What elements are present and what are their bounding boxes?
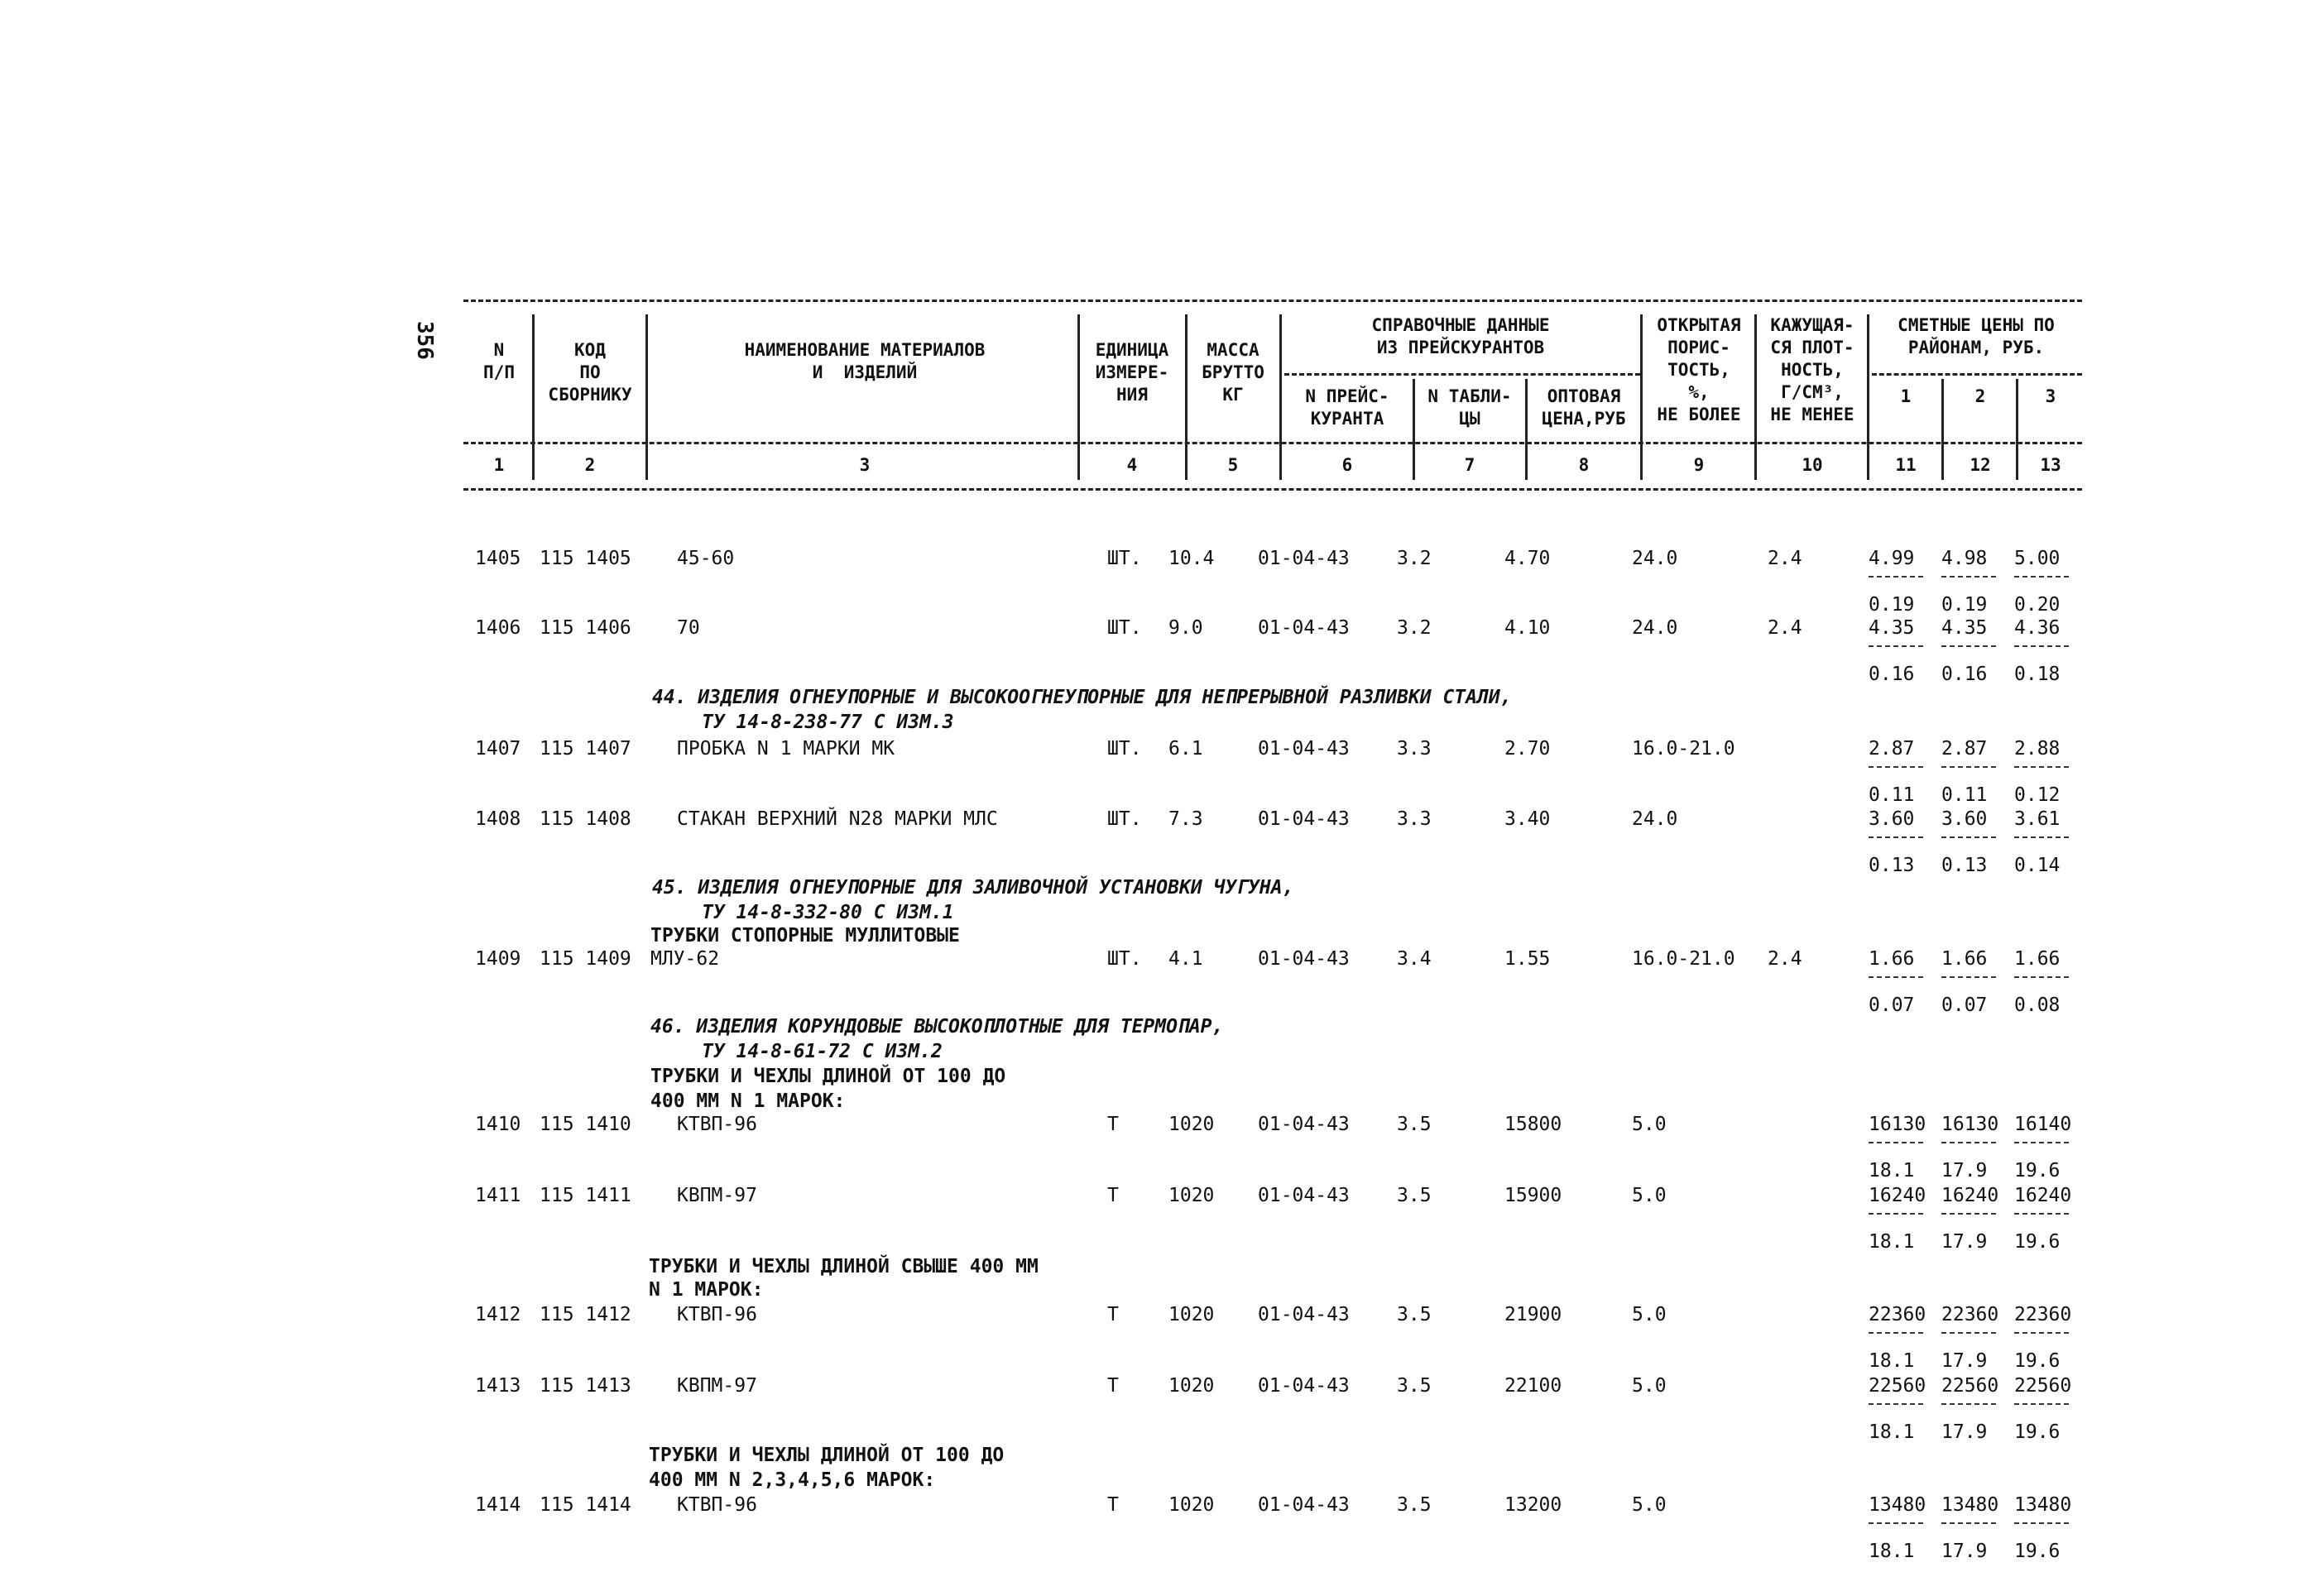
header-estimate-group: СМЕТНЫЕ ЦЕНЫ ПО РАЙОНАМ, РУБ. — [1898, 315, 2055, 357]
fraction-rule — [2014, 1332, 2069, 1334]
header-density: КАЖУЩАЯ- СЯ ПЛОТ- НОСТЬ, Г/СМ³, НЕ МЕНЕЕ — [1770, 315, 1854, 424]
region1-price: 22360 — [1869, 1304, 1926, 1325]
region1-price: 16130 — [1869, 1114, 1926, 1135]
header-bottom-rule — [463, 488, 2082, 491]
density-cell: 2.4 — [1768, 548, 1802, 569]
wholesale-price: 21900 — [1504, 1304, 1562, 1325]
row-number: 1409 — [475, 948, 521, 970]
fraction-rule — [1941, 1213, 1996, 1215]
region1-price: 4.35 — [1869, 617, 1915, 639]
table-cell: 3.5 — [1397, 1185, 1432, 1206]
col-number: 4 — [1126, 455, 1138, 475]
table-cell: 3.5 — [1397, 1304, 1432, 1325]
header-separator — [1640, 314, 1643, 480]
region3-denominator: 0.12 — [2014, 784, 2061, 806]
price-list-cell: 01-04-43 — [1258, 548, 1350, 569]
section-44-spec: ТУ 14-8-238-77 С ИЗМ.3 — [702, 712, 954, 733]
header-mass: МАССА БРУТТО КГ — [1202, 340, 1264, 405]
ref-group-rule — [1284, 373, 1640, 376]
header-separator — [1867, 314, 1869, 480]
row-number: 1411 — [475, 1185, 521, 1206]
region2-denominator: 17.9 — [1941, 1231, 1988, 1253]
collection-code: 115 1408 — [540, 808, 631, 830]
row-number: 1405 — [475, 548, 521, 569]
mass-cell: 1020 — [1168, 1185, 1215, 1206]
collection-code: 115 1411 — [540, 1185, 631, 1206]
region2-denominator: 17.9 — [1941, 1350, 1988, 1372]
col-number: 7 — [1464, 455, 1475, 475]
porosity-cell: 5.0 — [1632, 1114, 1667, 1135]
wholesale-price: 4.70 — [1504, 548, 1551, 569]
header-unit: ЕДИНИЦА ИЗМЕРЕ- НИЯ — [1095, 340, 1169, 405]
price-list-cell: 01-04-43 — [1258, 1114, 1350, 1135]
fraction-rule — [2014, 1142, 2069, 1143]
item-name: КТВП-96 — [677, 1114, 757, 1135]
group-label: ТРУБКИ И ЧЕХЛЫ ДЛИНОЙ СВЫШЕ 400 ММ — [649, 1256, 1039, 1277]
row-number: 1410 — [475, 1114, 521, 1135]
header-separator — [645, 314, 648, 480]
col-number: 6 — [1341, 455, 1353, 475]
collection-code: 115 1413 — [540, 1375, 631, 1397]
group-label: 400 ММ N 1 МАРОК: — [650, 1090, 846, 1112]
price-list-cell: 01-04-43 — [1258, 1304, 1350, 1325]
price-list-cell: 01-04-43 — [1258, 738, 1350, 760]
region2-denominator: 17.9 — [1941, 1541, 1988, 1562]
header-no: N П/П — [483, 340, 515, 382]
region3-denominator: 19.6 — [2014, 1160, 2061, 1181]
header-number-rule — [463, 442, 2082, 444]
section-46-title: 46. ИЗДЕЛИЯ КОРУНДОВЫЕ ВЫСОКОПЛОТНЫЕ ДЛЯ ТЕРМОПАР, — [650, 1016, 1224, 1038]
region3-denominator: 19.6 — [2014, 1231, 2061, 1253]
item-name: КВПМ-97 — [677, 1185, 757, 1206]
porosity-cell: 24.0 — [1632, 808, 1678, 830]
region3-price: 1.66 — [2014, 948, 2061, 970]
unit-cell: ШТ. — [1107, 738, 1142, 760]
table-cell: 3.2 — [1397, 617, 1432, 639]
wholesale-price: 22100 — [1504, 1375, 1562, 1397]
section-45-spec: ТУ 14-8-332-80 С ИЗМ.1 — [702, 902, 954, 923]
mass-cell: 1020 — [1168, 1375, 1215, 1397]
fraction-rule — [1941, 976, 1996, 978]
region3-denominator: 0.14 — [2014, 855, 2061, 876]
header-separator — [532, 314, 535, 480]
mass-cell: 1020 — [1168, 1114, 1215, 1135]
unit-cell: ШТ. — [1107, 548, 1142, 569]
region1-denominator: 0.11 — [1869, 784, 1915, 806]
porosity-cell: 16.0-21.0 — [1632, 738, 1735, 760]
group-label: ТРУБКИ И ЧЕХЛЫ ДЛИНОЙ ОТ 100 ДО — [650, 1066, 1006, 1087]
unit-cell: Т — [1107, 1494, 1119, 1516]
fraction-rule — [1941, 1142, 1996, 1143]
region1-denominator: 0.13 — [1869, 855, 1915, 876]
col-number: 13 — [2040, 455, 2061, 475]
header-separator — [1185, 314, 1187, 480]
region3-price: 5.00 — [2014, 548, 2061, 569]
table-cell: 3.3 — [1397, 738, 1432, 760]
section-44-title: 44. ИЗДЕЛИЯ ОГНЕУПОРНЫЕ И ВЫСОКООГНЕУПОРНЫЕ ДЛЯ НЕПРЕРЫВНОЙ РАЗЛИВКИ СТАЛИ, — [652, 687, 1512, 708]
mass-cell: 7.3 — [1168, 808, 1203, 830]
region3-price: 4.36 — [2014, 617, 2061, 639]
fraction-rule — [2014, 645, 2069, 647]
region1-denominator: 18.1 — [1869, 1541, 1915, 1562]
unit-cell: Т — [1107, 1375, 1119, 1397]
region2-price: 3.60 — [1941, 808, 1988, 830]
item-name: КВПМ-97 — [677, 1375, 757, 1397]
item-name: 45-60 — [677, 548, 735, 569]
fraction-rule — [2014, 836, 2069, 838]
fraction-rule — [1869, 645, 1923, 647]
region1-price: 1.66 — [1869, 948, 1915, 970]
region3-denominator: 0.08 — [2014, 995, 2061, 1016]
region2-price: 16240 — [1941, 1185, 1999, 1206]
col-number: 9 — [1693, 455, 1705, 475]
region1-denominator: 18.1 — [1869, 1160, 1915, 1181]
region1-price: 4.99 — [1869, 548, 1915, 569]
group-label: ТРУБКИ И ЧЕХЛЫ ДЛИНОЙ ОТ 100 ДО — [649, 1445, 1005, 1466]
region1-price: 2.87 — [1869, 738, 1915, 760]
wholesale-price: 15800 — [1504, 1114, 1562, 1135]
table-cell: 3.3 — [1397, 808, 1432, 830]
col-number: 2 — [584, 455, 596, 475]
fraction-rule — [1869, 1403, 1923, 1405]
page-number: 356 — [412, 321, 437, 360]
item-name: КТВП-96 — [677, 1494, 757, 1516]
header-separator — [1077, 314, 1080, 480]
unit-cell: ШТ. — [1107, 948, 1142, 970]
header-top-rule — [463, 300, 2082, 302]
wholesale-price: 2.70 — [1504, 738, 1551, 760]
collection-code: 115 1410 — [540, 1114, 631, 1135]
col-number: 5 — [1227, 455, 1239, 475]
region2-price: 22360 — [1941, 1304, 1999, 1325]
region2-denominator: 0.16 — [1941, 664, 1988, 685]
unit-cell: Т — [1107, 1114, 1119, 1135]
header-wholesale: ОПТОВАЯ ЦЕНА,РУБ — [1542, 386, 1626, 429]
table-cell: 3.5 — [1397, 1114, 1432, 1135]
row-number: 1412 — [475, 1304, 521, 1325]
mass-cell: 6.1 — [1168, 738, 1203, 760]
region2-price: 13480 — [1941, 1494, 1999, 1516]
region1-denominator: 0.19 — [1869, 594, 1915, 616]
section-45-title: 45. ИЗДЕЛИЯ ОГНЕУПОРНЫЕ ДЛЯ ЗАЛИВОЧНОЙ УСТАНОВКИ ЧУГУНА, — [652, 877, 1294, 899]
collection-code: 115 1409 — [540, 948, 631, 970]
region1-denominator: 18.1 — [1869, 1421, 1915, 1443]
region3-denominator: 19.6 — [2014, 1421, 2061, 1443]
table-cell: 3.2 — [1397, 548, 1432, 569]
fraction-rule — [1941, 836, 1996, 838]
region2-price: 1.66 — [1941, 948, 1988, 970]
fraction-rule — [1941, 645, 1996, 647]
group-label: ТРУБКИ СТОПОРНЫЕ МУЛЛИТОВЫЕ — [650, 925, 960, 947]
region2-denominator: 17.9 — [1941, 1421, 1988, 1443]
region3-denominator: 0.18 — [2014, 664, 2061, 685]
header-table: N ТАБЛИ- ЦЫ — [1427, 386, 1512, 429]
row-number: 1408 — [475, 808, 521, 830]
region2-price: 2.87 — [1941, 738, 1988, 760]
fraction-rule — [1869, 1332, 1923, 1334]
region2-price: 4.35 — [1941, 617, 1988, 639]
region2-denominator: 0.11 — [1941, 784, 1988, 806]
wholesale-price: 1.55 — [1504, 948, 1551, 970]
col-number: 11 — [1895, 455, 1917, 475]
estimate-group-rule — [1872, 373, 2082, 376]
wholesale-price: 3.40 — [1504, 808, 1551, 830]
fraction-rule — [1941, 1522, 1996, 1524]
fraction-rule — [1869, 976, 1923, 978]
fraction-rule — [1869, 1522, 1923, 1524]
density-cell: 2.4 — [1768, 948, 1802, 970]
price-list-cell: 01-04-43 — [1258, 1185, 1350, 1206]
region3-denominator: 19.6 — [2014, 1350, 2061, 1372]
fraction-rule — [2014, 1213, 2069, 1215]
region2-denominator: 17.9 — [1941, 1160, 1988, 1181]
price-list-cell: 01-04-43 — [1258, 1494, 1350, 1516]
wholesale-price: 13200 — [1504, 1494, 1562, 1516]
region3-denominator: 19.6 — [2014, 1541, 2061, 1562]
region2-price: 16130 — [1941, 1114, 1999, 1135]
col-number: 12 — [1970, 455, 1991, 475]
fraction-rule — [2014, 976, 2069, 978]
region1-price: 3.60 — [1869, 808, 1915, 830]
col-number: 3 — [859, 455, 871, 475]
header-price-list: N ПРЕЙС- КУРАНТА — [1305, 386, 1389, 429]
porosity-cell: 5.0 — [1632, 1185, 1667, 1206]
collection-code: 115 1405 — [540, 548, 631, 569]
item-name: СТАКАН ВЕРХНИЙ N28 МАРКИ МЛС — [677, 808, 998, 830]
header-region-3: 3 — [2045, 386, 2056, 406]
region3-price: 2.88 — [2014, 738, 2061, 760]
unit-cell: Т — [1107, 1304, 1119, 1325]
table-cell: 3.5 — [1397, 1375, 1432, 1397]
fraction-rule — [1941, 576, 1996, 578]
mass-cell: 10.4 — [1168, 548, 1215, 569]
porosity-cell: 16.0-21.0 — [1632, 948, 1735, 970]
unit-cell: Т — [1107, 1185, 1119, 1206]
fraction-rule — [2014, 1522, 2069, 1524]
collection-code: 115 1414 — [540, 1494, 631, 1516]
region2-price: 4.98 — [1941, 548, 1988, 569]
fraction-rule — [1869, 1142, 1923, 1143]
region1-price: 22560 — [1869, 1375, 1926, 1397]
region2-denominator: 0.19 — [1941, 594, 1988, 616]
porosity-cell: 24.0 — [1632, 548, 1678, 569]
price-list-cell: 01-04-43 — [1258, 617, 1350, 639]
fraction-rule — [2014, 766, 2069, 768]
item-name: КТВП-96 — [677, 1304, 757, 1325]
collection-code: 115 1412 — [540, 1304, 631, 1325]
header-porosity: ОТКРЫТАЯ ПОРИС- ТОСТЬ, %, НЕ БОЛЕЕ — [1657, 315, 1741, 424]
unit-cell: ШТ. — [1107, 808, 1142, 830]
header-separator — [1941, 379, 1944, 480]
group-label: 400 ММ N 2,3,4,5,6 МАРОК: — [649, 1469, 936, 1491]
porosity-cell: 5.0 — [1632, 1304, 1667, 1325]
wholesale-price: 15900 — [1504, 1185, 1562, 1206]
region1-price: 16240 — [1869, 1185, 1926, 1206]
region2-denominator: 0.07 — [1941, 995, 1988, 1016]
region3-price: 3.61 — [2014, 808, 2061, 830]
region3-denominator: 0.20 — [2014, 594, 2061, 616]
fraction-rule — [1941, 1403, 1996, 1405]
region3-price: 22560 — [2014, 1375, 2072, 1397]
row-number: 1406 — [475, 617, 521, 639]
region3-price: 16140 — [2014, 1114, 2072, 1135]
mass-cell: 1020 — [1168, 1494, 1215, 1516]
price-list-cell: 01-04-43 — [1258, 948, 1350, 970]
header-ref-group: СПРАВОЧНЫЕ ДАННЫЕ ИЗ ПРЕЙСКУРАНТОВ — [1371, 315, 1550, 357]
fraction-rule — [1869, 766, 1923, 768]
region3-price: 22360 — [2014, 1304, 2072, 1325]
fraction-rule — [1941, 1332, 1996, 1334]
collection-code: 115 1406 — [540, 617, 631, 639]
porosity-cell: 24.0 — [1632, 617, 1678, 639]
header-separator — [1279, 314, 1282, 480]
region1-denominator: 0.16 — [1869, 664, 1915, 685]
table-cell: 3.4 — [1397, 948, 1432, 970]
header-region-2: 2 — [1974, 386, 1986, 406]
header-name: НАИМЕНОВАНИЕ МАТЕРИАЛОВ И ИЗДЕЛИЙ — [744, 340, 986, 382]
mass-cell: 9.0 — [1168, 617, 1203, 639]
region1-denominator: 18.1 — [1869, 1231, 1915, 1253]
fraction-rule — [2014, 576, 2069, 578]
row-number: 1414 — [475, 1494, 521, 1516]
region3-price: 16240 — [2014, 1185, 2072, 1206]
item-name: МЛУ-62 — [650, 948, 720, 970]
fraction-rule — [1869, 576, 1923, 578]
group-label: N 1 МАРОК: — [649, 1279, 764, 1301]
item-name: 70 — [677, 617, 700, 639]
region3-price: 13480 — [2014, 1494, 2072, 1516]
region2-price: 22560 — [1941, 1375, 1999, 1397]
price-list-cell: 01-04-43 — [1258, 808, 1350, 830]
price-list-cell: 01-04-43 — [1258, 1375, 1350, 1397]
col-number: 10 — [1802, 455, 1823, 475]
region1-denominator: 0.07 — [1869, 995, 1915, 1016]
header-separator — [2016, 379, 2018, 480]
section-46-spec: ТУ 14-8-61-72 С ИЗМ.2 — [702, 1041, 943, 1062]
region2-denominator: 0.13 — [1941, 855, 1988, 876]
collection-code: 115 1407 — [540, 738, 631, 760]
mass-cell: 4.1 — [1168, 948, 1203, 970]
region1-price: 13480 — [1869, 1494, 1926, 1516]
row-number: 1407 — [475, 738, 521, 760]
fraction-rule — [2014, 1403, 2069, 1405]
fraction-rule — [1869, 836, 1923, 838]
density-cell: 2.4 — [1768, 617, 1802, 639]
fraction-rule — [1941, 766, 1996, 768]
region1-denominator: 18.1 — [1869, 1350, 1915, 1372]
table-cell: 3.5 — [1397, 1494, 1432, 1516]
header-region-1: 1 — [1900, 386, 1912, 406]
mass-cell: 1020 — [1168, 1304, 1215, 1325]
fraction-rule — [1869, 1213, 1923, 1215]
unit-cell: ШТ. — [1107, 617, 1142, 639]
row-number: 1413 — [475, 1375, 521, 1397]
wholesale-price: 4.10 — [1504, 617, 1551, 639]
porosity-cell: 5.0 — [1632, 1494, 1667, 1516]
header-code: КОД ПО СБОРНИКУ — [548, 340, 632, 405]
porosity-cell: 5.0 — [1632, 1375, 1667, 1397]
col-number: 8 — [1578, 455, 1590, 475]
header-separator — [1754, 314, 1757, 480]
item-name: ПРОБКА N 1 МАРКИ МК — [677, 738, 895, 760]
col-number: 1 — [493, 455, 505, 475]
